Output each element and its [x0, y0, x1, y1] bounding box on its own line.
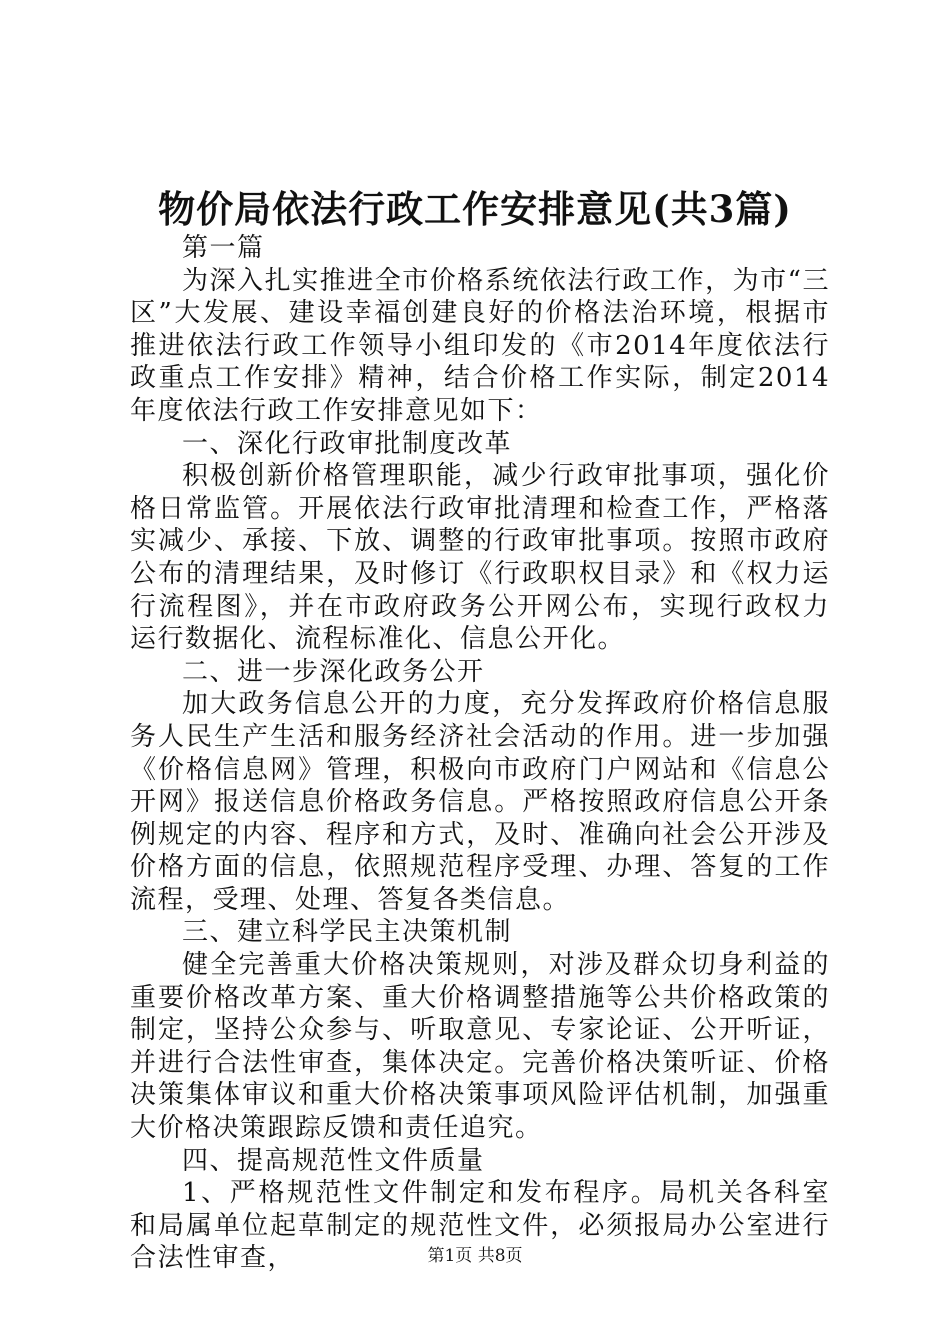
body-paragraph: 加大政务信息公开的力度，充分发挥政府价格信息服务人民生产生活和服务经济社会活动的作用。进一步加强《价格信息网》管理，积极向市政府门户网站和《信息公开网》报送信息价格政务信息。严格按照政府信息公开条例规定的内容、程序和方式，及时、准确向社会公开涉及价格方面的信息，依照规范程序受理、办理、答复的工作流程，受理、处理、答复各类信息。 — [130, 689, 830, 915]
body-paragraph: 为深入扎实推进全市价格系统依法行政工作，为市“三区”大发展、建设幸福创建良好的价格法治环境，根据市推进依法行政工作领导小组印发的《市2014年度依法行政重点工作安排》精神，结合价格工作实际，制定2014年度依法行政工作安排意见如下： — [130, 265, 830, 426]
section-heading: 一、深化行政审批制度改革 — [182, 428, 513, 459]
section-label: 第一篇 — [182, 233, 265, 263]
page-footer: 第1页 共8页 — [427, 1246, 523, 1266]
document-body — [130, 232, 830, 1275]
body-paragraph: 积极创新价格管理职能，减少行政审批事项，强化价格日常监管。开展依法行政审批清理和检查工作，严格落实减少、承接、下放、调整的行政审批事项。按照市政府公布的清理结果，及时修订《行政职权目录》和《权力运行流程图》，并在市政府政务公开网公布，实现行政权力运行数据化、流程标准化、信息公开化。 — [130, 461, 830, 655]
section-heading: 二、进一步深化政务公开 — [182, 656, 485, 687]
section-heading: 三、建立科学民主决策机制 — [182, 917, 513, 948]
body-paragraph: 1、严格规范性文件制定和发布程序。局机关各科室和局属单位起草制定的规范性文件，必须报局办公室进行合法性审查， — [130, 1178, 830, 1274]
body-paragraph: 健全完善重大价格决策规则，对涉及群众切身利益的重要价格改革方案、重大价格调整措施等公共价格政策的制定，坚持公众参与、听取意见、专家论证、公开听证，并进行合法性审查，集体决定。完善价格决策听证、价格决策集体审议和重大价格决策事项风险评估机制，加强重大价格决策跟踪反馈和责任追究。 — [130, 950, 830, 1144]
document-title: 物价局依法行政工作安排意见(共3篇) — [158, 187, 792, 231]
section-heading: 四、提高规范性文件质量 — [182, 1145, 485, 1176]
